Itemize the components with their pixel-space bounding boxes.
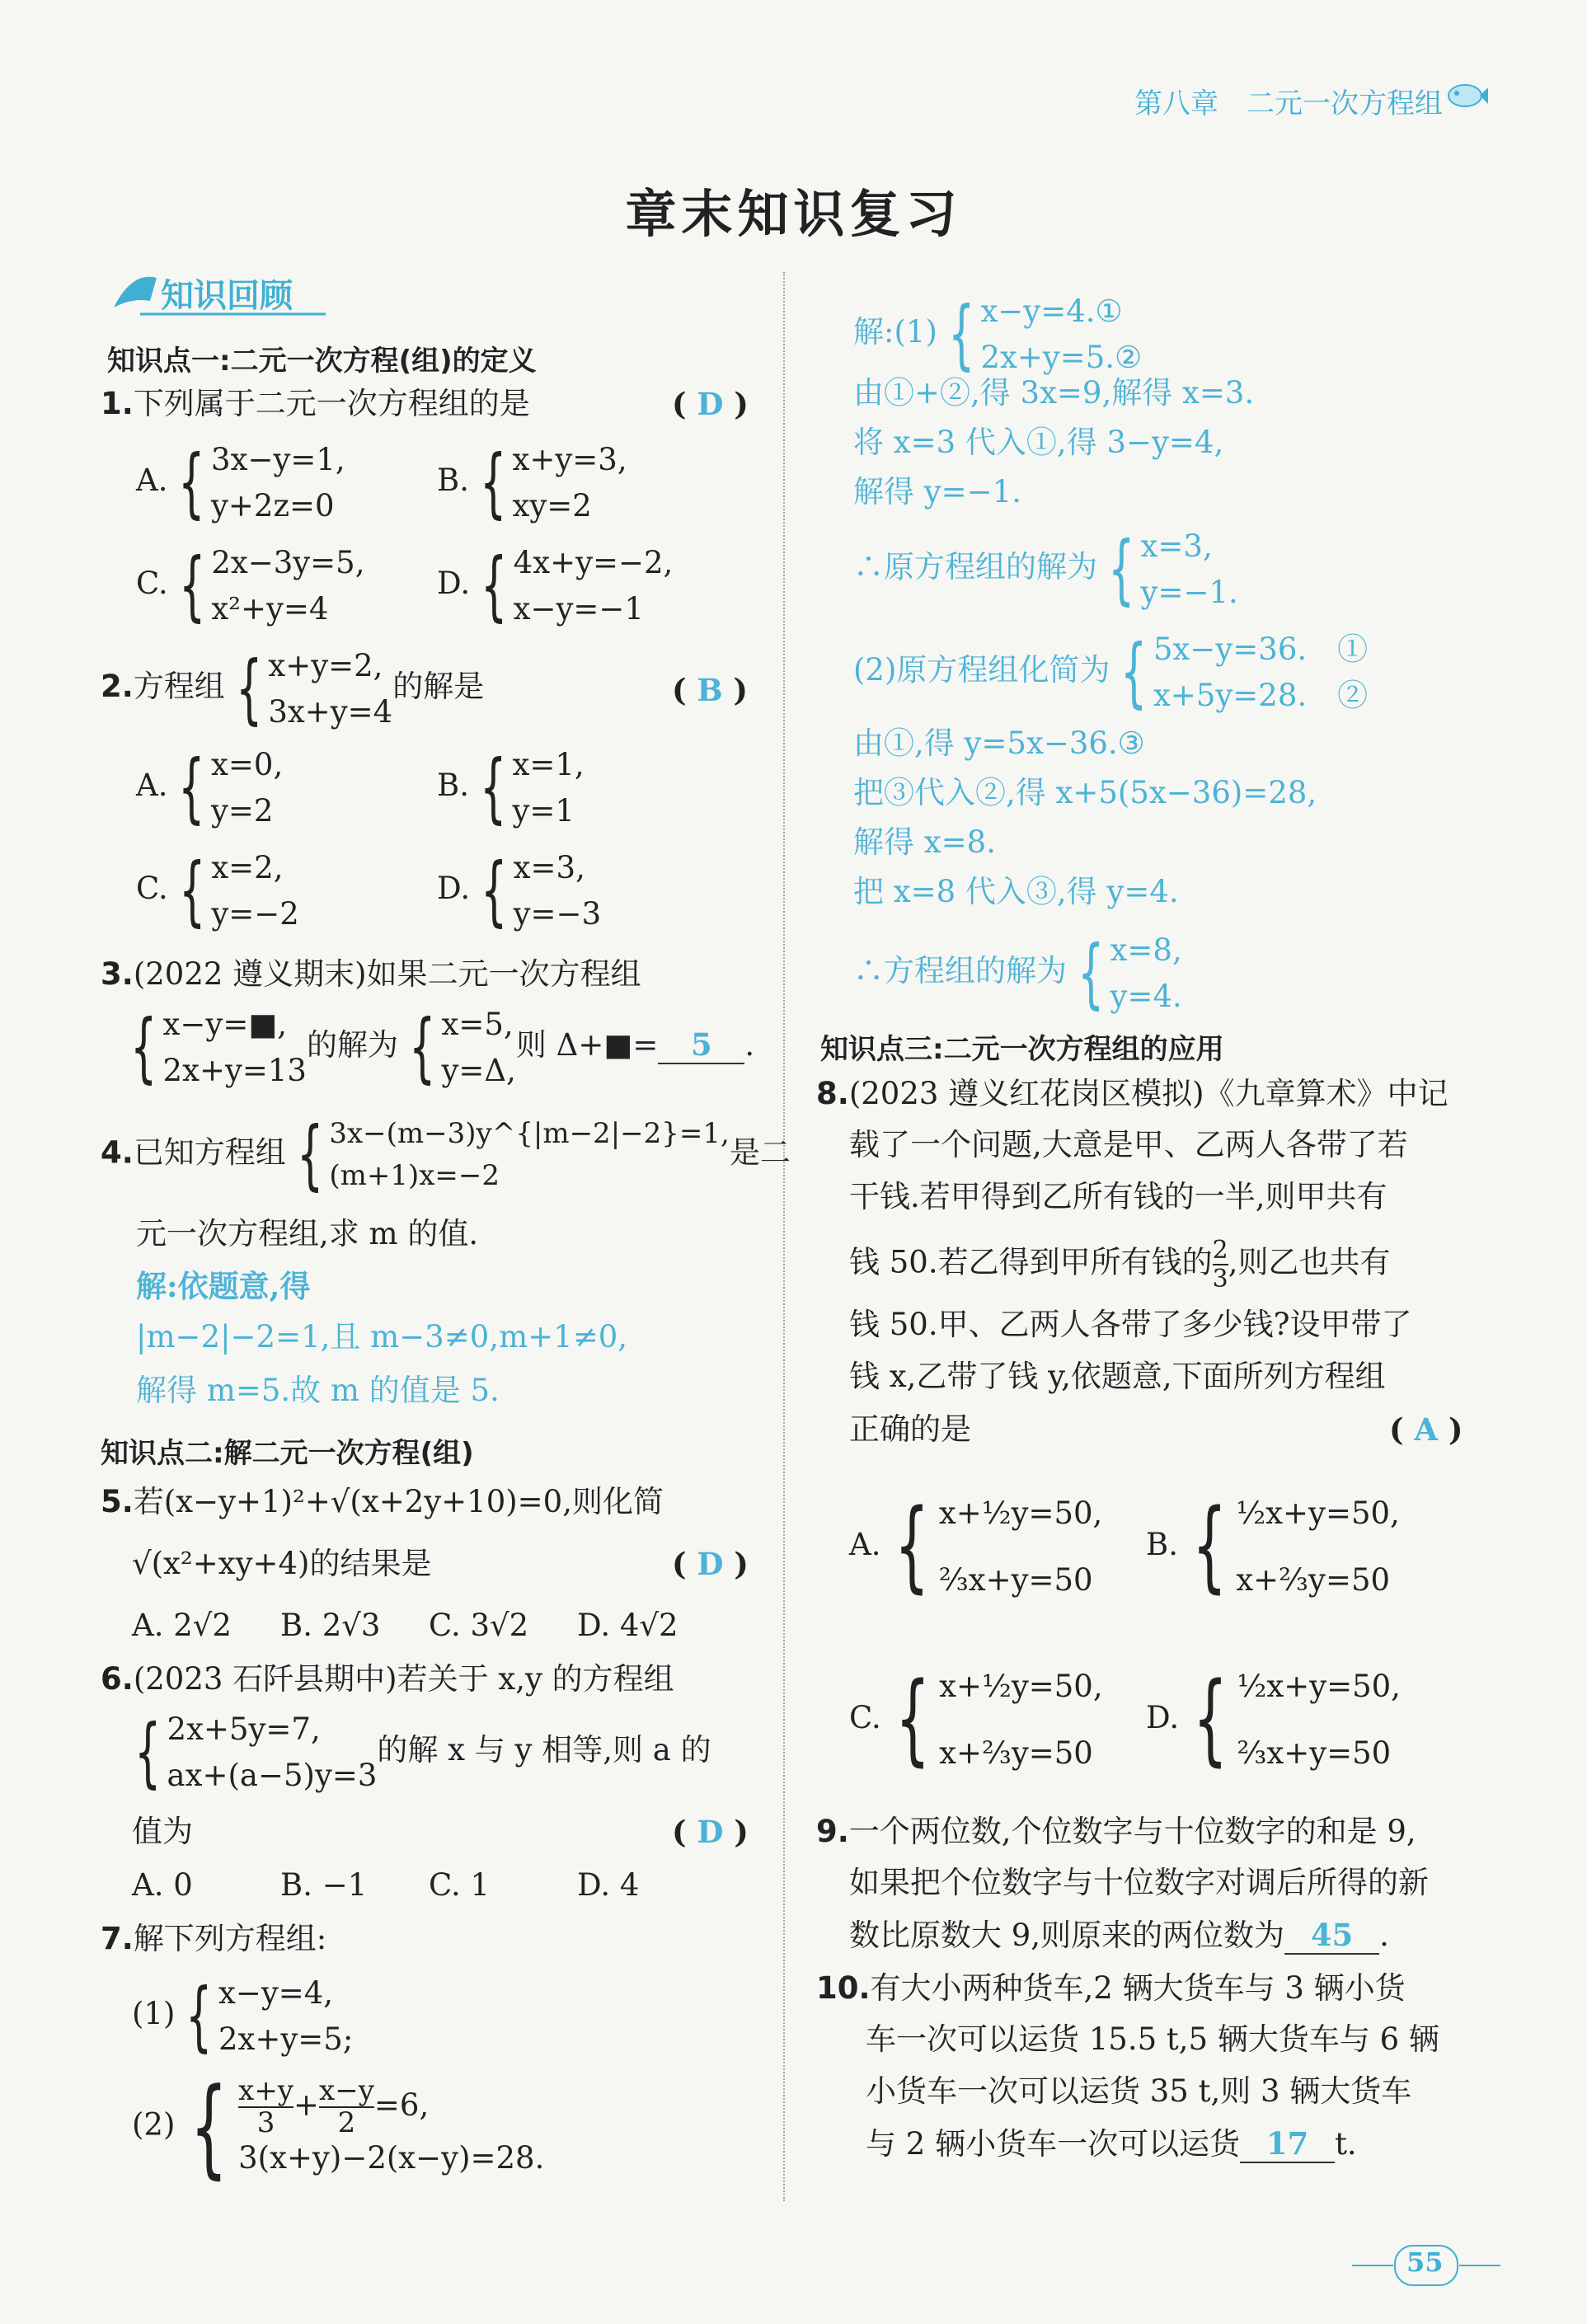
- q3-answer: 5: [658, 1026, 744, 1064]
- q5-option-d: D. 4√2: [577, 1608, 678, 1643]
- q5-answer: ( D ): [672, 1546, 749, 1582]
- q7-solution-7: 由①,得 y=5x−36.③: [853, 725, 1145, 761]
- q8-line5: 钱 50.甲、乙两人各带了多少钱?设甲带了: [849, 1307, 1412, 1342]
- page-title: 章末知识复习: [625, 184, 962, 244]
- kp3-heading: 知识点三:二元一次方程组的应用: [820, 1033, 1224, 1066]
- q6-option-d: D. 4: [577, 1867, 640, 1903]
- q2-option-c: C. { x=2, y=−2: [136, 846, 299, 935]
- q7-solution-9: 解得 x=8.: [853, 824, 996, 860]
- banner-text: 知识回顾: [161, 277, 293, 315]
- q7-solution-2: 由①+②,得 3x=9,解得 x=3.: [853, 375, 1255, 411]
- q10-answer: 17: [1240, 2125, 1335, 2163]
- q1-answer: ( D ): [672, 386, 749, 422]
- q8-line2: 载了一个问题,大意是甲、乙两人各带了若: [849, 1127, 1408, 1162]
- q7-part1: (1) { x−y=4, 2x+y=5;: [132, 1971, 354, 2060]
- q7-solution-6: (2)原方程组化简为 { 5x−y=36. ① x+5y=28. ②: [853, 627, 1369, 716]
- q4-line2: 元一次方程组,求 m 的值.: [136, 1216, 479, 1251]
- q8-line4: 钱 50.若乙得到甲所有钱的 $\frac{2}{3}$ ,则乙也共有: [849, 1236, 1391, 1293]
- q5-line2: √(x²+xy+4)的结果是: [132, 1546, 432, 1581]
- q9-answer: 45: [1284, 1917, 1379, 1955]
- q7-solution-5: ∴原方程组的解为 { x=3, y=−1.: [853, 524, 1238, 613]
- q3-system: { x−y=■, 2x+y=13 的解为 { x=5, y=Δ, 则 Δ+■= 5 .: [130, 1002, 755, 1092]
- q7-stem: 7.解下列方程组:: [101, 1921, 327, 1956]
- q6-system: { 2x+5y=7, ax+(a−5)y=3 的解 x 与 y 相等,则 a 的: [134, 1707, 711, 1796]
- q1-stem: 1.下列属于二元一次方程组的是: [101, 386, 530, 421]
- q10-line1: 10.有大小两种货车,2 辆大货车与 3 辆小货: [816, 1970, 1406, 2006]
- q1-option-a: A. { 3x−y=1, y+2z=0: [136, 438, 345, 527]
- q10-line4: 与 2 辆小货车一次可以运货 17 t.: [866, 2125, 1357, 2163]
- q6-option-c: C. 1: [429, 1867, 491, 1903]
- q5-option-a: A. 2√2: [132, 1608, 232, 1643]
- q8-option-c: C. { x+½y=50, x+⅔y=50: [849, 1662, 1103, 1777]
- q9-line3: 数比原数大 9,则原来的两位数为 45 .: [849, 1917, 1389, 1955]
- q7-solution-10: 把 x=8 代入③,得 y=4.: [853, 874, 1179, 909]
- q8-option-a: A. { x+½y=50, ⅔x+y=50: [849, 1489, 1103, 1604]
- q9-line2: 如果把个位数字与十位数字对调后所得的新: [849, 1865, 1429, 1900]
- q2-option-d: D. { x=3, y=−3: [437, 846, 602, 935]
- q2-option-a: A. { x=0, y=2: [136, 743, 284, 832]
- q10-line2: 车一次可以运货 15.5 t,5 辆大货车与 6 辆: [866, 2021, 1439, 2057]
- q10-line3: 小货车一次可以运货 35 t,则 3 辆大货车: [866, 2073, 1412, 2109]
- q7-solution-3: 将 x=3 代入①,得 3−y=4,: [853, 425, 1224, 460]
- q6-option-b: B. −1: [280, 1867, 368, 1903]
- q8-line7: 正确的是: [849, 1411, 971, 1447]
- q4-stem: 4.已知方程组 { 3x−(m−3)y^{|m−2|−2}=1, (m+1)x=−2 是二: [101, 1110, 791, 1199]
- kp2-heading: 知识点二:解二元一次方程(组): [101, 1437, 474, 1470]
- fish-logo-icon: [1445, 73, 1488, 115]
- q2-stem: 2.方程组 { x+y=2, 3x+y=4 的解是: [101, 644, 485, 733]
- q7-solution-8: 把③代入②,得 x+5(5x−36)=28,: [853, 775, 1317, 810]
- q4-solution-1: 解:依题意,得: [136, 1268, 311, 1304]
- q8-option-d: D. { ½x+y=50, ⅔x+y=50: [1146, 1662, 1401, 1777]
- q8-line6: 钱 x,乙带了钱 y,依题意,下面所列方程组: [849, 1359, 1386, 1394]
- q1-option-c: C. { 2x−3y=5, x²+y=4: [136, 541, 365, 630]
- q5-option-b: B. 2√3: [280, 1608, 381, 1643]
- q2-option-b: B. { x=1, y=1: [437, 743, 585, 832]
- q1-option-b: B. { x+y=3, xy=2: [437, 438, 627, 527]
- q3-stem: 3.(2022 遵义期末)如果二元一次方程组: [101, 956, 641, 992]
- q5-line1: 5.若(x−y+1)²+√(x+2y+10)=0,则化简: [101, 1484, 664, 1519]
- q4-solution-2: |m−2|−2=1,且 m−3≠0,m+1≠0,: [136, 1319, 628, 1354]
- q6-line1: 6.(2023 石阡县期中)若关于 x,y 的方程组: [101, 1661, 674, 1697]
- q9-line1: 9.一个两位数,个位数字与十位数字的和是 9,: [816, 1814, 1416, 1849]
- page-number: 55: [1406, 2247, 1444, 2278]
- q2-answer: ( B ): [672, 672, 749, 708]
- q5-option-c: C. 3√2: [429, 1608, 529, 1643]
- q7-solution-4: 解得 y=−1.: [853, 474, 1021, 509]
- q8-line1: 8.(2023 遵义红花岗区模拟)《九章算术》中记: [816, 1076, 1448, 1111]
- q6-option-a: A. 0: [132, 1867, 193, 1903]
- q7-solution-11: ∴方程组的解为 { x=8, y=4.: [853, 928, 1182, 1017]
- chapter-header: 第八章 二元一次方程组: [1134, 87, 1443, 120]
- q7-part2: (2) { $\frac{x+y}{3}$ + $\frac{x-y}{2}$ =6, 3(x+y)−2(x−y)=28.: [132, 2064, 545, 2190]
- q8-line3: 干钱.若甲得到乙所有钱的一半,则甲共有: [849, 1179, 1387, 1214]
- q1-option-d: D. { 4x+y=−2, x−y=−1: [437, 541, 674, 630]
- kp1-heading: 知识点一:二元一次方程(组)的定义: [107, 345, 537, 378]
- q6-answer: ( D ): [672, 1814, 749, 1850]
- q8-answer: ( A ): [1389, 1411, 1463, 1448]
- q8-option-b: B. { ½x+y=50, x+⅔y=50: [1146, 1489, 1400, 1604]
- q6-line3: 值为: [132, 1814, 193, 1849]
- q4-solution-3: 解得 m=5.故 m 的值是 5.: [136, 1373, 500, 1408]
- column-divider: [783, 272, 785, 2201]
- q7-solution-1: 解:(1) { x−y=4.① 2x+y=5.②: [853, 289, 1143, 378]
